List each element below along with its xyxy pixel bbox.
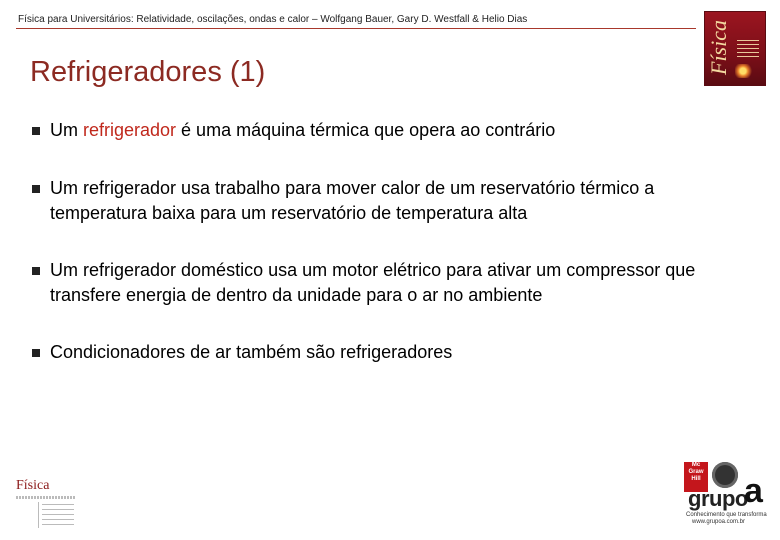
publisher-letter-logo: a [744,472,763,510]
bullet-item-2 [30,176,750,226]
publisher-name: grupo [688,486,748,511]
book-cover-title: Física [706,20,731,75]
publisher-seal-icon [712,462,738,488]
book-cover-flare [735,64,755,78]
book-cover-lines [737,40,759,58]
bullet-marker [32,185,40,193]
bullet-item-1 [30,118,555,143]
publisher-url: www.grupoa.com.br [692,519,746,525]
footer-book-logo-rule [16,496,76,499]
footer-book-logo [16,478,86,528]
publisher-logo [684,462,772,528]
footer-book-logo-divider [38,502,39,528]
bullet-1-prefix: Um [50,120,83,140]
bullet-item-4 [30,340,452,365]
bullet-marker [32,127,40,135]
slide-title: Refrigeradores (1) [30,56,266,88]
mcgraw-hill-logo: Mc Graw Hill [684,462,708,492]
bullet-1-highlight: refrigerador [83,120,177,140]
bullet-2-text: Um refrigerador usa trabalho para mover calor de um reservatório térmico a temperatura baixa para um reservatório de temperatura alta [50,178,655,223]
bullet-4-text: Condicionadores de ar também são refrigeradores [50,342,453,362]
publisher-tagline: Conhecimento que transforma [686,512,767,518]
footer-book-logo-text [42,504,74,526]
book-cover-image [705,12,765,85]
bullet-3-text: Um refrigerador doméstico usa um motor elétrico para ativar um compressor que transfere energia de dentro da unidade para o ar no ambiente [50,260,696,305]
header-running-title: Física para Universitários: Relatividade, oscilações, ondas e calor – Wolfgang Bauer, Gary D. Westfall & Helio Dias [18,14,528,25]
bullet-1-suffix: é uma máquina térmica que opera ao contrário [176,120,556,140]
header-divider [16,28,696,29]
bullet-marker [32,267,40,275]
footer-book-logo-title: Física [16,478,50,493]
bullet-marker [32,349,40,357]
bullet-item-3 [30,258,750,308]
